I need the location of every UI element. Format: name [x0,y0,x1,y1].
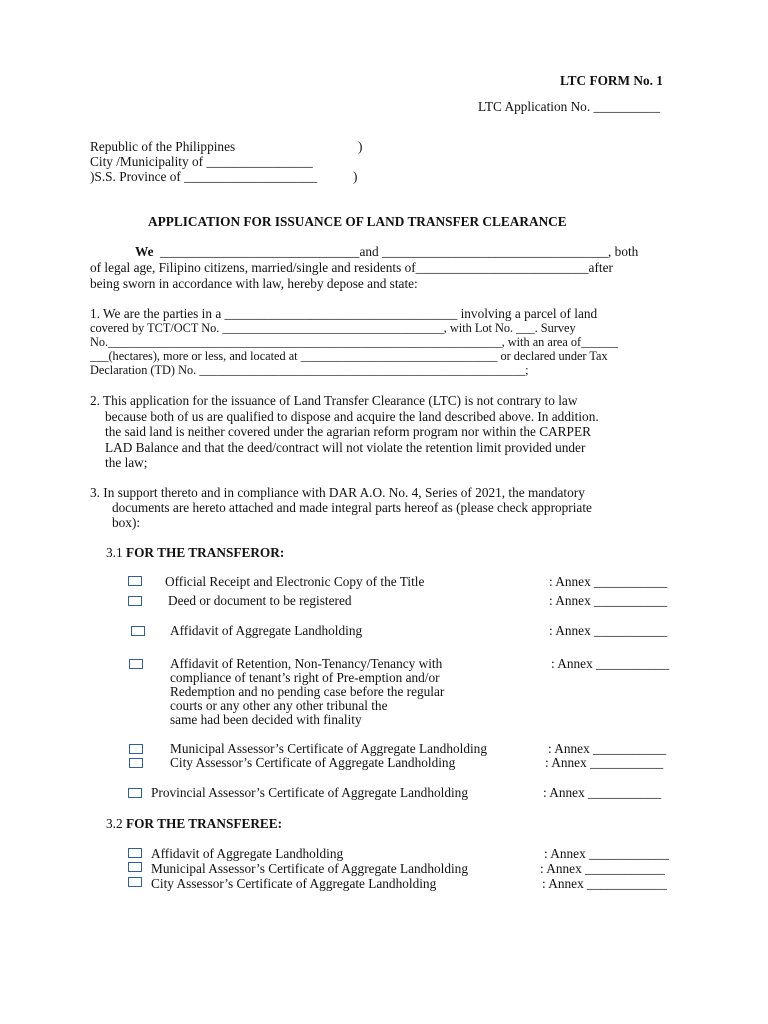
annex-field[interactable]: : Annex ___________ [545,755,664,770]
item-label: Affidavit of Aggregate Landholding [151,846,344,861]
item-label: Affidavit of Retention, Non-Tenancy/Tenancy with [170,656,443,671]
annex-field[interactable]: : Annex ___________ [549,623,668,638]
para1-line-2[interactable]: covered by TCT/OCT No. ____________________________________, with Lot No. ___. Survey [90,321,576,335]
venue-paren: ) [353,169,358,184]
form-number: LTC FORM No. 1 [560,73,663,88]
para2-line-5: the law; [105,455,148,470]
item-label: Provincial Assessor’s Certificate of Aggregate Landholding [151,785,468,800]
section-number: 3.1 [106,545,123,560]
intro-we: We [135,244,154,259]
item-label: Affidavit of Aggregate Landholding [170,623,363,638]
section-title: FOR THE TRANSFEROR: [125,545,285,560]
item-label-continued: courts or any other any other tribunal the [170,698,388,713]
para2-line-1: 2. This application for the issuance of Land Transfer Clearance (LTC) is not contrary to law [90,393,578,408]
item-label: Municipal Assessor’s Certificate of Aggregate Landholding [170,741,487,756]
checkbox-transferor-affidavit-landholding[interactable] [131,626,145,636]
section-title: FOR THE TRANSFEREE: [125,816,283,831]
checkbox-transferee-city-assessor[interactable] [128,877,142,887]
venue-city-field[interactable]: City /Municipality of ________________ [90,154,313,169]
para3-line-2: documents are hereto attached and made integral parts hereof as (please check appropriate [112,500,592,515]
para1-line-4[interactable]: ___(hectares), more or less, and located at ________________________________ or declared under Tax [90,349,608,363]
checkbox-transferor-title[interactable] [128,576,142,586]
checkbox-transferor-municipal-assessor[interactable] [129,744,143,754]
para3-line-1: 3. In support thereto and in compliance with DAR A.O. No. 4, Series of 2021, the mandatory [90,485,585,500]
annex-field[interactable]: : Annex ___________ [551,656,670,671]
checkbox-transferee-affidavit[interactable] [128,848,142,858]
annex-field[interactable]: : Annex ____________ [540,861,665,876]
application-number-field[interactable]: LTC Application No. __________ [478,99,660,114]
para2-line-3: the said land is neither covered under the agrarian reform program nor within the CARPER [105,424,591,439]
checkbox-transferee-municipal-assessor[interactable] [128,862,142,872]
checkbox-transferor-affidavit-retention[interactable] [129,659,143,669]
section-3-1-heading [106,545,284,560]
section-number: 3.2 [106,816,123,831]
para1-line-5[interactable]: Declaration (TD) No. _____________________________________________________; [90,363,529,377]
item-label: City Assessor’s Certificate of Aggregate Landholding [151,876,437,891]
annex-field[interactable]: : Annex ____________ [542,876,667,891]
annex-field[interactable]: : Annex ___________ [549,574,668,589]
annex-field[interactable]: : Annex ___________ [549,593,668,608]
document-title: APPLICATION FOR ISSUANCE OF LAND TRANSFER CLEARANCE [148,214,567,229]
item-label-continued: Redemption and no pending case before the regular [170,684,445,699]
venue-province-field[interactable]: )S.S. Province of ____________________ [90,169,318,184]
item-label: City Assessor’s Certificate of Aggregate Landholding [170,755,456,770]
item-label: Official Receipt and Electronic Copy of the Title [165,574,425,589]
para2-line-4: LAD Balance and that the deed/contract will not violate the retention limit provided under [105,440,586,455]
item-label-continued: same had been decided with finality [170,712,362,727]
item-label-continued: compliance of tenant’s right of Pre-emption and/or [170,670,440,685]
annex-field[interactable]: : Annex ___________ [543,785,662,800]
venue-paren: ) [358,139,363,154]
annex-field[interactable]: : Annex ____________ [544,846,669,861]
item-label: Deed or document to be registered [168,593,352,608]
intro-line-1[interactable]: ______________________________and __________________________________, both [160,244,639,259]
checkbox-transferor-deed[interactable] [128,596,142,606]
section-3-2-heading [106,816,282,831]
item-label: Municipal Assessor’s Certificate of Aggregate Landholding [151,861,468,876]
para1-line-3[interactable]: No.________________________________________________________________, with an area of______ [90,335,619,349]
checkbox-transferor-provincial-assessor[interactable] [128,788,142,798]
intro-line-2[interactable]: of legal age, Filipino citizens, married/single and residents of__________________________after [90,260,613,275]
para2-line-2: because both of us are qualified to dispose and acquire the land described above. In addition. [105,409,599,424]
intro-line-3: being sworn in accordance with law, hereby depose and state: [90,276,418,291]
checkbox-transferor-city-assessor[interactable] [129,758,143,768]
para1-line-1[interactable]: 1. We are the parties in a ___________________________________ involving a parcel of land [90,306,598,321]
annex-field[interactable]: : Annex ___________ [548,741,667,756]
para3-line-3: box): [112,515,141,530]
venue-republic: Republic of the Philippines [90,139,236,154]
